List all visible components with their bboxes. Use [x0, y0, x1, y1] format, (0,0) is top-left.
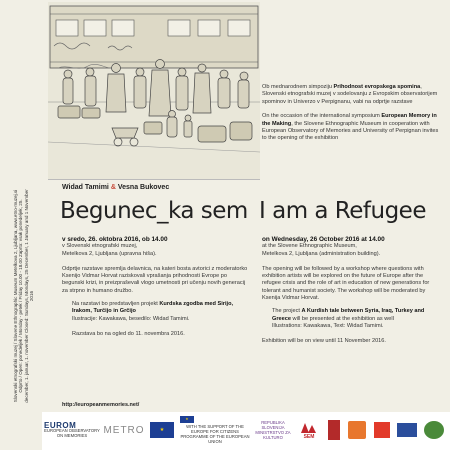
partner-logo-3 [396, 416, 418, 444]
ministry-culture-logo: REPUBLIKA SLOVENIJA MINISTRSTVO ZA KULTURO [255, 420, 291, 440]
intro-sl: Ob mednarodnem simpoziju Prihodnost evropskega spomina, Slovenski etnografski muzej v sodelovanju z Evropskim observatorijem spominov in Univerzo v Perpignanu, vabi na odprtje razstave [262, 84, 438, 105]
partner-logo-4 [422, 416, 446, 444]
date-slovene: v sredo, 26. oktobra 2016, ob 14.00 [62, 236, 168, 243]
title-slovene: Begunec_ka sem [60, 198, 248, 224]
europe-for-citizens-logo: ★ WITH THE SUPPORT OF THE EUROPE FOR CITIZENS PROGRAMME OF THE EUROPEAN UNION [180, 417, 250, 444]
slovene-column [62, 236, 248, 338]
refugee-illustration [48, 2, 260, 180]
venue-english-2: Metelkova 2, Ljubljana (administration building). [262, 250, 381, 257]
english-column [262, 236, 442, 346]
partner-logo-2 [372, 416, 392, 444]
title-english: I am a Refugee [259, 198, 426, 224]
sem-logo: SEM [296, 416, 322, 444]
credits-slovene: Ilustracije: Kawakawa, besedilo: Widad Tamimi. [72, 315, 190, 322]
author-first: Widad Tamimi [62, 184, 109, 191]
project-english: The project A Kurdish tale between Syria, Iraq, Turkey and Greece will be presented at the exhibition as well Illustrations: Kawakawa, Text: Widad Tamimi. [262, 308, 442, 330]
sidebar-vertical-info [6, 188, 42, 404]
author-second: Vesna Bukovec [117, 184, 170, 191]
workshop-english: The opening will be followed by a workshop where questions with exhibition artists will be explored on the future of Europe after the refugee crisis and the role of art in education of new generations for tolerant and humanist society. The workshop will be moderated by Ksenija Vidmar Horvat. [262, 265, 430, 302]
authors-ampersand: & [110, 184, 116, 191]
venue-english-1: at the Slovene Ethnographic Museum, [262, 243, 357, 250]
authors-line [62, 184, 169, 191]
eu-small-flag-icon: ★ [180, 416, 194, 423]
perpignan-logo [326, 416, 342, 444]
eu-flag-icon: ★ [150, 422, 174, 438]
sponsor-logos-bar [42, 412, 450, 450]
date-english: on Wednesday, 26 October 2016 at 14.00 [262, 236, 385, 243]
intro-text [262, 84, 442, 150]
intro-en: On the occasion of the international symposium European Memory in the Making, the Slovene Ethnographic Museum in cooperation with European Observatory of Memories and University of Perpignan invites to the opening of the exhibition [262, 113, 439, 142]
refugee-sketch-image [48, 2, 260, 179]
venue-slovene-1: v Slovenski etnografski muzej, [62, 243, 138, 250]
partner-logo-1 [346, 416, 368, 444]
sidebar-text: Slovenski etnografski muzej / Slovene Ethnographic Museum Metelkova 2, Ljubljana, www.etno-muzej.si Odprto / Open: ponedeljek / Monday - petek / Friday 10.00 - 18.00 Zaprto: vsak ponedeljek, 25. december, 1. januar, 1. november Closed: Sundays, Mondays, 25 December, 1 January and 1 November 2016 [13, 189, 35, 403]
sem-mark-icon [299, 421, 319, 435]
project-slovene: Na razstavi bo predstavljen projekt Kurdska zgodba med Sirijo, Irakom, Turčijo in Grčijo Ilustracije: Kawakawa, besedilo: Widad Tamimi. [62, 301, 248, 323]
metro-logo: METRO [103, 424, 145, 436]
website-link[interactable]: http://europeanmemories.net/ [62, 402, 140, 408]
open-until-english: Exhibition will be on view until 11 November 2016. [262, 338, 386, 345]
eu-flag-logo [148, 416, 176, 444]
eurom-logo: EUROM EUROPEAN OBSERVATORY ON MEMORIES [44, 420, 100, 438]
credits-english: Illustrations: Kawakawa, Text: Widad Tamimi. [272, 322, 384, 329]
venue-slovene-2: Metelkova 2, Ljubljana (upravna hiša). [62, 250, 157, 257]
workshop-slovene: Odprtje razstave spremlja delavnica, na kateri bosta avtorici z moderatorko Ksenijo Vidmar Horvat raziskovali vprašanja prihodnosti Evrope po begunski krizi, in preizpraševali vlogo umetnosti pri učenju novih generacij za strpno in humano družbo. [62, 265, 248, 294]
open-until-slovene: Razstava bo na ogled do 11. novembra 2016. [72, 330, 185, 337]
